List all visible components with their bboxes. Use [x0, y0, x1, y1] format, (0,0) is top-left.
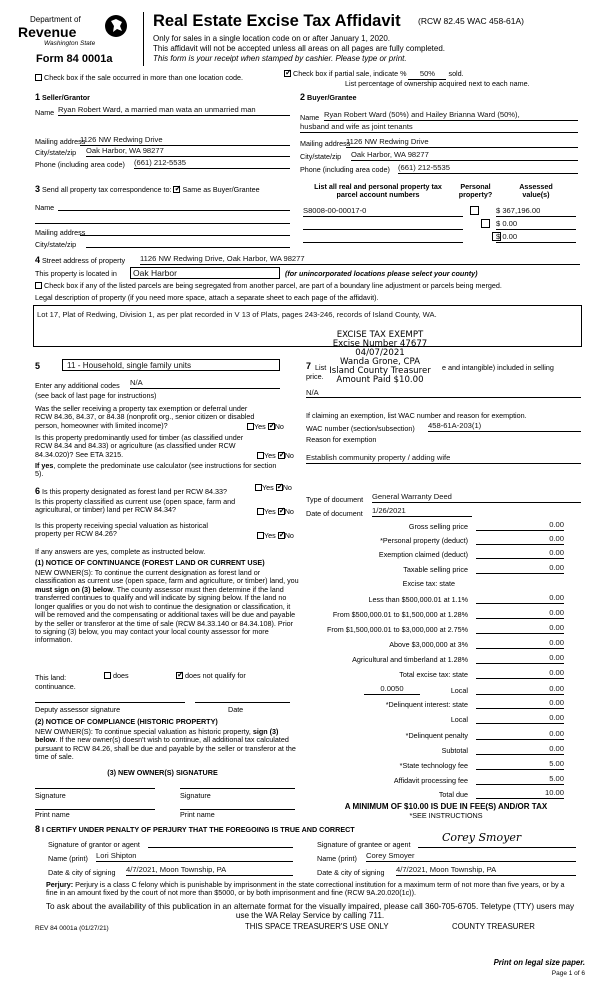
does-not-qualify-checkbox[interactable] [176, 672, 183, 679]
buyer-phone-field[interactable]: (661) 212-5535 [398, 164, 578, 174]
price-label: price. [306, 372, 324, 381]
corr-city-label: City/state/zip [35, 240, 77, 249]
tax-row-label: Total due [438, 790, 468, 799]
does-row [104, 672, 129, 680]
tax-row-value[interactable]: 0.00 [476, 624, 564, 634]
timber-no-checkbox[interactable] [278, 452, 285, 459]
tax-row-label: Local [450, 715, 468, 724]
tax-row-value[interactable]: 0.00 [476, 594, 564, 604]
perjury-notice [46, 881, 576, 898]
tax-row-value[interactable]: 0.00 [476, 745, 564, 755]
doc-date-label: Date of document [306, 509, 363, 518]
personal-property-checkbox[interactable] [481, 219, 490, 228]
forest-no-checkbox[interactable] [276, 484, 283, 491]
seller-city-label: City/state/zip [35, 148, 77, 157]
current-use-no-checkbox[interactable] [278, 508, 285, 515]
notice2-heading: (2) NOTICE OF COMPLIANCE (HISTORIC PROPERTY) [35, 717, 218, 726]
correspondence-row [35, 184, 305, 194]
minimum-due-note: A MINIMUM OF $10.00 IS DUE IN FEE(S) AND/OR TAX [344, 802, 548, 811]
tax-row-label: Subtotal [441, 746, 468, 755]
wac-label: WAC number (section/subsection) [306, 424, 415, 433]
section-6-number: 6 [35, 486, 41, 496]
exemption-question: Was the seller receiving a property tax exemption or deferral under RCW 84.36, 84.37, or 84.38 (nonprofit org., senior citizen or disabled person, homeowner with limited income)? [35, 404, 255, 430]
list-label: List [315, 363, 327, 372]
buyer-phone-label: Phone (including area code) [300, 165, 390, 174]
timber-note [35, 462, 285, 479]
buyer-heading [300, 92, 357, 102]
tax-row-label: From $1,500,000.01 to $3,000,000 at 2.75% [326, 625, 468, 634]
grantor-signature-label: Signature of grantor or agent [48, 840, 140, 849]
current-use-yes-label: Yes [264, 507, 276, 516]
does-not-label: does not qualify for [185, 671, 246, 680]
notice2-text-a: NEW OWNER(S): To continue special valuation as historic property, [35, 727, 251, 736]
section-1-number: 1 [35, 92, 41, 102]
seller-city-field[interactable]: Oak Harbor, WA 98277 [86, 147, 290, 157]
exempt-stamp [315, 331, 445, 385]
assessed-value-field[interactable]: $ 0.00 [496, 233, 576, 243]
seller-name-field[interactable]: Ryan Robert Ward, a married man wata an unmarried man [58, 106, 290, 116]
deputy-signature-field[interactable] [35, 693, 185, 703]
local-rate-field[interactable]: 0.0050 [364, 685, 420, 695]
grantee-name-field[interactable]: Corey Smoyer [366, 852, 576, 862]
timber-note-text: , complete the predominate use calculator (see instructions for section 5). [35, 461, 277, 479]
certify-heading-label: I CERTIFY UNDER PENALTY OF PERJURY THAT THE FOREGOING IS TRUE AND CORRECT [42, 825, 355, 834]
section-2-number: 2 [300, 92, 306, 102]
located-label: This property is located in [35, 269, 117, 278]
section-3-number: 3 [35, 184, 41, 194]
tax-row-label: Above $3,000,000 at 3% [389, 640, 468, 649]
grantor-date-field[interactable]: 4/7/2021, Moon Township, PA [126, 866, 293, 876]
location-select[interactable]: Oak Harbor [130, 267, 280, 279]
seller-mailing-label: Mailing address [35, 137, 86, 146]
stamp-line6: Amount Paid $10.00 [336, 375, 424, 386]
exemption-yes-label: Yes [254, 422, 266, 431]
same-as-buyer-label: Same as Buyer/Grantee [182, 185, 260, 194]
deputy-date-label: Date [228, 705, 244, 714]
corr-city-field[interactable] [86, 238, 290, 248]
partial-sold-label: sold. [448, 69, 464, 78]
tax-row-value[interactable]: 0.00 [476, 685, 564, 695]
current-use-no-label: No [284, 507, 294, 516]
tax-row-label: Exemption claimed (deduct) [378, 550, 468, 559]
notice2-text-bold: sign (3) below [35, 727, 279, 745]
correspondence-label: Send all property tax correspondence to: [42, 185, 172, 194]
located-note: (for unincorporated locations please select your county) [285, 269, 478, 278]
signature-label-2: Signature [180, 791, 211, 800]
partial-sale-label: Check box if partial sale, indicate % [293, 69, 407, 78]
seller-phone-label: Phone (including area code) [35, 160, 125, 169]
assessed-col-header: Assessed value(s) [519, 182, 553, 200]
stamp-line2: Excise Number 47677 [332, 339, 428, 350]
timber-yes-checkbox[interactable] [257, 452, 264, 459]
same-as-buyer-checkbox[interactable] [173, 186, 180, 193]
personal-property-list-line [306, 397, 581, 398]
tax-row-label: Local [450, 686, 468, 695]
grantee-name-label: Name (print) [317, 854, 357, 863]
segregated-label: Check box if any of the listed parcels are being segregated from another parcel, are part of a boundary line adjustment or parcels being merged. [44, 281, 502, 290]
exemption-yes-checkbox[interactable] [247, 423, 254, 430]
county-treasurer-label: COUNTY TREASURER [452, 922, 535, 931]
this-land-label: This land: [35, 673, 67, 682]
corr-name-label: Name [35, 203, 55, 212]
grantee-signature-label: Signature of grantee or agent [317, 840, 411, 849]
doc-type-field[interactable]: General Warranty Deed [372, 493, 581, 503]
exemption-no-checkbox[interactable] [268, 423, 275, 430]
legal-label: Legal description of property (if you need more space, attach a separate sheet to each page of the affidavit). [35, 293, 379, 302]
tax-row-label: Agricultural and timberland at 1.28% [352, 655, 468, 664]
forest-yes-label: Yes [262, 483, 274, 492]
section-7-number: 7 [306, 361, 312, 371]
corr-mailing-field[interactable] [80, 226, 290, 236]
reason-label: Reason for exemption [306, 435, 377, 444]
street-field[interactable]: 1126 NW Redwing Drive, Oak Harbor, WA 98277 [140, 255, 580, 265]
grantee-signature-image: Corey Smoyer [442, 831, 522, 844]
timber-question: Is this property predominantly used for timber (as classified under RCW 84.34 and 84.33) or agriculture (as classified under RCW 84.34.020)? See ETA 3215. [35, 433, 244, 459]
stamp-line5: Island County Treasurer [329, 366, 431, 377]
forest-yes-no [255, 484, 292, 492]
notice1-heading: (1) NOTICE OF CONTINUANCE (FOREST LAND OR CURRENT USE) [35, 558, 265, 567]
current-use-yes-checkbox[interactable] [257, 508, 264, 515]
tax-row-label: Affidavit processing fee [393, 776, 468, 785]
forest-question-text: Is this property designated as forest land per RCW 84.33? [42, 487, 227, 496]
seller-name-label: Name [35, 108, 55, 117]
dept-line1: Department of [30, 15, 81, 24]
forest-no-label: No [282, 483, 292, 492]
segregated-checkbox[interactable] [35, 282, 42, 289]
parcel-number-field[interactable] [303, 220, 463, 230]
tax-row-value[interactable]: 0.00 [476, 699, 564, 709]
reason-field[interactable]: Establish community property / adding wife [306, 454, 581, 464]
tax-row-label: *Delinquent penalty [405, 731, 468, 740]
tax-row-value[interactable]: 0.00 [476, 549, 564, 559]
perjury-text: Perjury is a class C felony which is punishable by imprisonment in the state correctional institution for a maximum term of not more than five years, or by a fine in an amount fixed by the court of not more than $5000, or by both imprisonment and fine (RCW 9A.20.020(1c)). [46, 880, 565, 898]
tax-row-label: *Personal property (deduct) [380, 536, 468, 545]
historic-no-label: No [284, 531, 294, 540]
personal-property-list-field[interactable]: N/A [306, 388, 319, 397]
new-owner-print-1[interactable] [35, 800, 155, 810]
tax-row-value[interactable]: 0.00 [476, 535, 564, 545]
wa-logo-icon [104, 12, 128, 40]
tax-row-label: Excise tax: state [402, 579, 455, 588]
does-qualify-checkbox[interactable] [104, 672, 111, 679]
buyer-city-label: City/state/zip [300, 152, 342, 161]
tax-row-value[interactable]: 0.00 [476, 639, 564, 649]
timber-yes-label: Yes [264, 451, 276, 460]
section-4-number: 4 [35, 255, 41, 265]
addl-codes-label: Enter any additional codes [35, 381, 120, 390]
grantor-date-label: Date & city of signing [48, 868, 116, 877]
form-number: Form 84 0001a [36, 53, 113, 65]
assessed-value-field[interactable]: $ 0.00 [496, 220, 576, 230]
header-line1: Only for sales in a single location code on or after January 1, 2020. [153, 34, 391, 43]
seller-phone-field[interactable]: (661) 212-5535 [134, 159, 290, 169]
exemption-yes-no [247, 423, 284, 431]
timber-note-bold: If yes [35, 461, 54, 470]
header-line3: This form is your receipt when stamped by cashier. Please type or print. [153, 54, 407, 63]
tax-row-value[interactable]: 10.00 [476, 789, 564, 799]
new-owner-signature-1[interactable] [35, 779, 155, 789]
partial-pct-field[interactable]: 50% [408, 70, 446, 80]
tax-row-value[interactable]: 0.00 [476, 730, 564, 740]
notice1-text-a: NEW OWNER(S): To continue the current designation as forest land or classification as current use (open space, farm and agriculture, or timber) land, you [35, 568, 299, 586]
personal-col-header: Personal property? [458, 182, 493, 200]
notice1-text-bold: must sign on (3) below [35, 584, 113, 594]
grantee-date-label: Date & city of signing [317, 868, 385, 877]
rcw-ref: (RCW 82.45 WAC 458-61A) [418, 16, 524, 26]
parcel-col-header: List all real and personal property tax parcel account numbers [314, 182, 442, 200]
does-label: does [113, 671, 129, 680]
tax-row-label: *State technology fee [399, 761, 468, 770]
buyer-city-field[interactable]: Oak Harbor, WA 98277 [351, 151, 578, 161]
buyer-name-field-1[interactable]: Ryan Robert Ward (50%) and Hailey Brianna Ward (50%), [324, 111, 578, 121]
historic-yes-label: Yes [264, 531, 276, 540]
answers-note: If any answers are yes, complete as instructed below. [35, 547, 206, 556]
dept-line3: Washington State [44, 40, 96, 47]
dor-logo [18, 12, 133, 52]
print-name-label-2: Print name [180, 810, 215, 819]
corr-name-field[interactable] [58, 201, 290, 211]
deputy-signature-label: Deputy assessor signature [35, 705, 121, 714]
tax-row-label: Taxable selling price [403, 565, 468, 574]
notice2-text-b: . If the new owner(s) doesn't wish to continue, all additional tax calculated pursuant to RCW 84.26, shall be due and payable by the seller or transferor at the time of sale. [35, 735, 296, 762]
parcel-number-field[interactable]: S8008-00-00017-0 [303, 207, 463, 217]
notice3-heading: (3) NEW OWNER(S) SIGNATURE [107, 768, 218, 777]
grantor-signature-field[interactable] [148, 838, 293, 848]
continuance-label: continuance. [35, 682, 76, 691]
tax-row-label: Total excise tax: state [399, 670, 468, 679]
doc-type-label: Type of document [306, 495, 364, 504]
exemption-claim-label: If claiming an exemption, list WAC number and reason for exemption. [306, 411, 527, 420]
current-use-question: Is this property classified as current use (open space, farm and agricultural, or timber) land per RCW 84.34? [35, 497, 236, 515]
assessed-value-field[interactable]: $ 367,196.00 [496, 207, 576, 217]
personal-property-checkbox[interactable] [470, 206, 479, 215]
seller-heading [35, 92, 90, 102]
rev-number: REV 84 0001a (01/27/21) [35, 925, 109, 932]
new-owner-print-2[interactable] [180, 800, 295, 810]
timber-no-label: No [284, 451, 294, 460]
tax-row-value[interactable]: 0.00 [476, 564, 564, 574]
corr-mailing-label: Mailing address [35, 228, 86, 237]
stamp-line3: 04/07/2021 [355, 348, 405, 359]
partial-note: List percentage of ownership acquired next to each name. [345, 79, 530, 88]
stamp-line4: Wanda Grone, CPA [339, 357, 421, 368]
signature-label-1: Signature [35, 791, 66, 800]
stamp-line1: EXCISE TAX EXEMPT [336, 330, 424, 340]
form-title: Real Estate Excise Tax Affidavit [153, 12, 401, 30]
tax-row-value[interactable]: 0.00 [476, 609, 564, 619]
addl-codes-field[interactable]: N/A [130, 379, 280, 389]
tax-row-label: Less than $500,000.01 at 1.1% [368, 595, 468, 604]
perjury-bold: Perjury: [46, 880, 74, 889]
grantor-name-field[interactable]: Lori Shipton [96, 852, 293, 862]
seller-heading-label: Seller/Grantor [42, 93, 90, 102]
tax-row-value[interactable]: 0.00 [476, 521, 564, 531]
corr-name-field-2[interactable] [35, 214, 290, 224]
page-number: Page 1 of 6 [551, 970, 585, 977]
historic-question: Is this property receiving special valuation as historical property per RCW 84.26? [35, 521, 208, 539]
tax-row-label: *Delinquent interest: state [385, 700, 468, 709]
buyer-name-field-2[interactable]: husband and wife as joint tenants [300, 123, 578, 133]
land-use-code-select[interactable]: 11 - Household, single family units [62, 359, 280, 371]
section-8-number: 8 [35, 824, 41, 834]
legal-size-note: Print on legal size paper. [493, 958, 585, 967]
grantor-name-label: Name (print) [48, 854, 88, 863]
doc-date-field[interactable]: 1/26/2021 [372, 507, 472, 517]
tax-row-value[interactable]: 0.00 [476, 714, 564, 724]
legal-description-field[interactable]: Lot 17, Plat of Redwing, Division 1, as per plat recorded in V 13 of Plats, pages 243-246, records of Island County, WA. [33, 305, 582, 347]
seller-mailing-field[interactable]: 1126 NW Redwing Drive [80, 136, 290, 146]
does-not-row [176, 672, 246, 680]
buyer-mailing-label: Mailing address [300, 139, 351, 148]
forest-question [35, 486, 255, 496]
parcel-number-field[interactable] [303, 233, 463, 243]
grantee-date-field[interactable]: 4/7/2021, Moon Township, PA [396, 866, 576, 876]
alt-format-notice: To ask about the availability of this publication in an alternate format for the visually impaired, please call 360-705-6705. Teletype (TTY) users may use the WA Relay Service by calling 711. [45, 902, 575, 921]
tax-row-value[interactable]: 5.00 [476, 775, 564, 785]
buyer-heading-label: Buyer/Grantee [307, 93, 357, 102]
notice1-text-b: . The county assessor must then determine if the land transferred continues to qualify and will indicate by signing below. If the land no longer qualifies or you do not wish to continue the designation or classification, it will be removed and the compensating or additional taxes will be due and payable by the seller or transferor at the time of sale (RCW 84.33.140 or 84.34.108). Prior to signing (3) below, you may contact your local county assessor for more information. [35, 584, 296, 645]
print-name-label-1: Print name [35, 810, 70, 819]
see-instructions-note: *SEE INSTRUCTIONS [409, 811, 483, 820]
partial-sale-checkbox[interactable] [284, 70, 291, 77]
multi-location-row [35, 74, 300, 82]
dept-line2: Revenue [18, 24, 77, 40]
timber-yes-no [257, 452, 294, 460]
multi-location-label: Check box if the sale occurred in more than one location code. [44, 73, 243, 82]
buyer-mailing-field[interactable]: 1126 NW Redwing Drive [346, 138, 578, 148]
buyer-name-label: Name [300, 113, 320, 122]
section-5-number: 5 [35, 361, 41, 371]
header-divider [143, 12, 144, 66]
intangible-label: e and intangible) included in selling [442, 363, 554, 372]
wac-field[interactable]: 458-61A-203(1) [428, 422, 581, 432]
exemption-no-label: No [274, 422, 284, 431]
see-back-note: (see back of last page for instructions) [35, 391, 157, 400]
segregated-row [35, 282, 590, 290]
street-label: Street address of property [42, 256, 126, 265]
tax-row-value[interactable]: 0.00 [476, 669, 564, 679]
tax-row-label: From $500,000.01 to $1,500,000 at 1.28% [332, 610, 468, 619]
forest-yes-checkbox[interactable] [255, 484, 262, 491]
tax-row-value[interactable]: 5.00 [476, 760, 564, 770]
treasurer-use-label: THIS SPACE TREASURER'S USE ONLY [245, 922, 389, 931]
tax-row-label: Gross selling price [408, 522, 468, 531]
tax-row-value[interactable]: 0.00 [476, 654, 564, 664]
current-use-yes-no [257, 508, 294, 516]
header-line2: This affidavit will not be accepted unless all areas on all pages are fully completed. [153, 44, 446, 53]
multi-location-checkbox[interactable] [35, 74, 42, 81]
